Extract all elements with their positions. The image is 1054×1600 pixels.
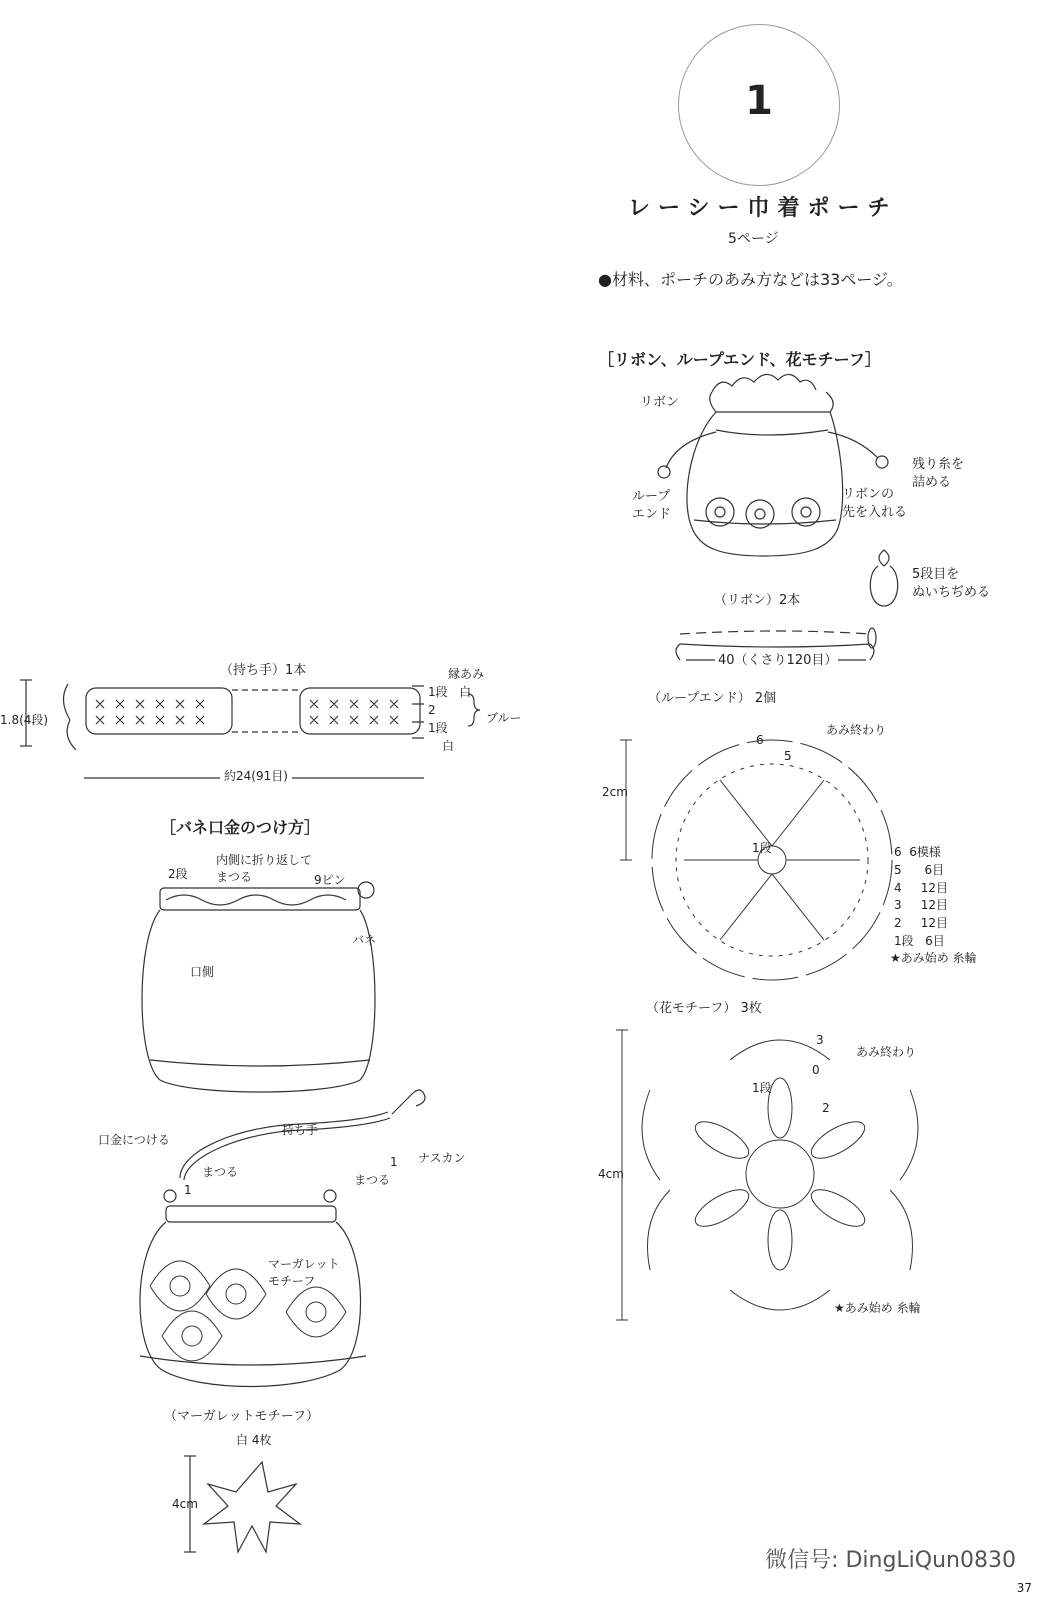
handle-blue-label: ブルー	[486, 711, 522, 725]
round-row: 6 6模様	[894, 845, 941, 859]
loop-end-round-mark: 6	[756, 733, 764, 747]
ribbon-section-heading: ［リボン、ループエンド、花モチーフ］	[598, 350, 881, 369]
marguerite-size: 4cm	[172, 1497, 198, 1511]
round-row: 1段 6目	[894, 933, 945, 948]
label-one: 1	[184, 1183, 192, 1197]
page-reference: 5ページ	[728, 231, 779, 247]
label-ribbon-end: リボンの 先を入れる	[842, 487, 908, 521]
label-pin: 9ピン	[314, 873, 346, 887]
loop-end-title: （ループエンド） 2個	[648, 691, 777, 706]
materials-note: ●材料、ポーチのあみ方などは33ページ。	[598, 270, 903, 289]
loop-end-size: 2cm	[602, 785, 628, 799]
label-two-rows: 2段	[168, 867, 188, 881]
loop-end-chart	[620, 740, 892, 980]
label-fold: 内側に折り返して まつる	[216, 853, 313, 884]
label-clasp: ナスカン	[418, 1151, 466, 1165]
flower-round-mark: 2	[822, 1101, 830, 1115]
label-sew: まつる	[354, 1173, 391, 1187]
marguerite-title: （マーガレットモチーフ）	[164, 1409, 319, 1424]
round-row: 3 12目	[894, 898, 948, 913]
label-gather: 5段目を ぬいちぢめる	[912, 567, 991, 601]
label-ribbon: リボン	[640, 395, 680, 410]
handle-strip-drawing	[20, 680, 480, 778]
label-mouth: 口側	[190, 965, 215, 979]
ribbon-spec-length: 40（くさり120目）	[718, 653, 838, 668]
page-number: 37	[1016, 1581, 1032, 1595]
label-one: 1	[390, 1155, 398, 1169]
flower-round-mark: 3	[816, 1033, 824, 1047]
round-row: 4 12目	[894, 880, 948, 895]
pattern-number: 1	[745, 78, 773, 124]
handle-height: 1.8(4段)	[0, 713, 49, 727]
label-sew: まつる	[202, 1165, 239, 1179]
marguerite-spec: 白 4枚	[236, 1433, 272, 1447]
frame-section-heading: ［バネ口金のつけ方］	[160, 818, 321, 837]
handle-row: 1段	[428, 721, 448, 735]
flower-start-label: ★あみ始め 糸輪	[834, 1301, 921, 1315]
wechat-watermark: 微信号: DingLiQun0830	[765, 1548, 1016, 1573]
round-row: 2 12目	[894, 916, 948, 930]
label-handle: 持ち手	[282, 1123, 319, 1137]
marguerite-motif-drawing	[184, 1456, 300, 1552]
loop-end-round-table	[894, 844, 948, 951]
flower-motif-title: （花モチーフ） 3枚	[646, 1001, 762, 1016]
handle-title: （持ち手）1本	[220, 663, 307, 678]
flower-round-mark: 0	[812, 1063, 820, 1077]
loop-end-round-mark: 5	[784, 749, 792, 763]
label-marguerite: マーガレット モチーフ	[268, 1257, 340, 1288]
label-attach: 口金につける	[98, 1133, 170, 1147]
flower-motif-size: 4cm	[598, 1167, 624, 1181]
ribbon-spec-title: （リボン）2本	[714, 593, 801, 608]
label-loop-end: ループ エンド	[632, 489, 672, 523]
handle-row-label: 縁あみ	[448, 667, 485, 681]
handle-row: 白	[442, 739, 455, 753]
handle-row: 2	[428, 703, 436, 717]
loop-end-round-mark: 1段	[752, 841, 772, 855]
page-title: レーシー巾着ポーチ	[628, 196, 898, 221]
handle-length: 約24(91目)	[220, 770, 292, 782]
handle-row: 1段 白	[428, 685, 472, 699]
label-leftover: 残り糸を 詰める	[912, 457, 965, 491]
flower-motif-chart	[616, 1030, 918, 1320]
flower-round-mark: 1段	[752, 1081, 772, 1095]
flower-end-label: あみ終わり	[856, 1045, 917, 1059]
loop-end-start-label: ★あみ始め 糸輪	[890, 951, 977, 965]
loop-end-end-label: あみ終わり	[826, 723, 887, 737]
spring-frame-bag-drawing	[142, 882, 375, 1092]
label-spring: バネ	[352, 933, 377, 947]
round-row: 5 6目	[894, 862, 945, 877]
